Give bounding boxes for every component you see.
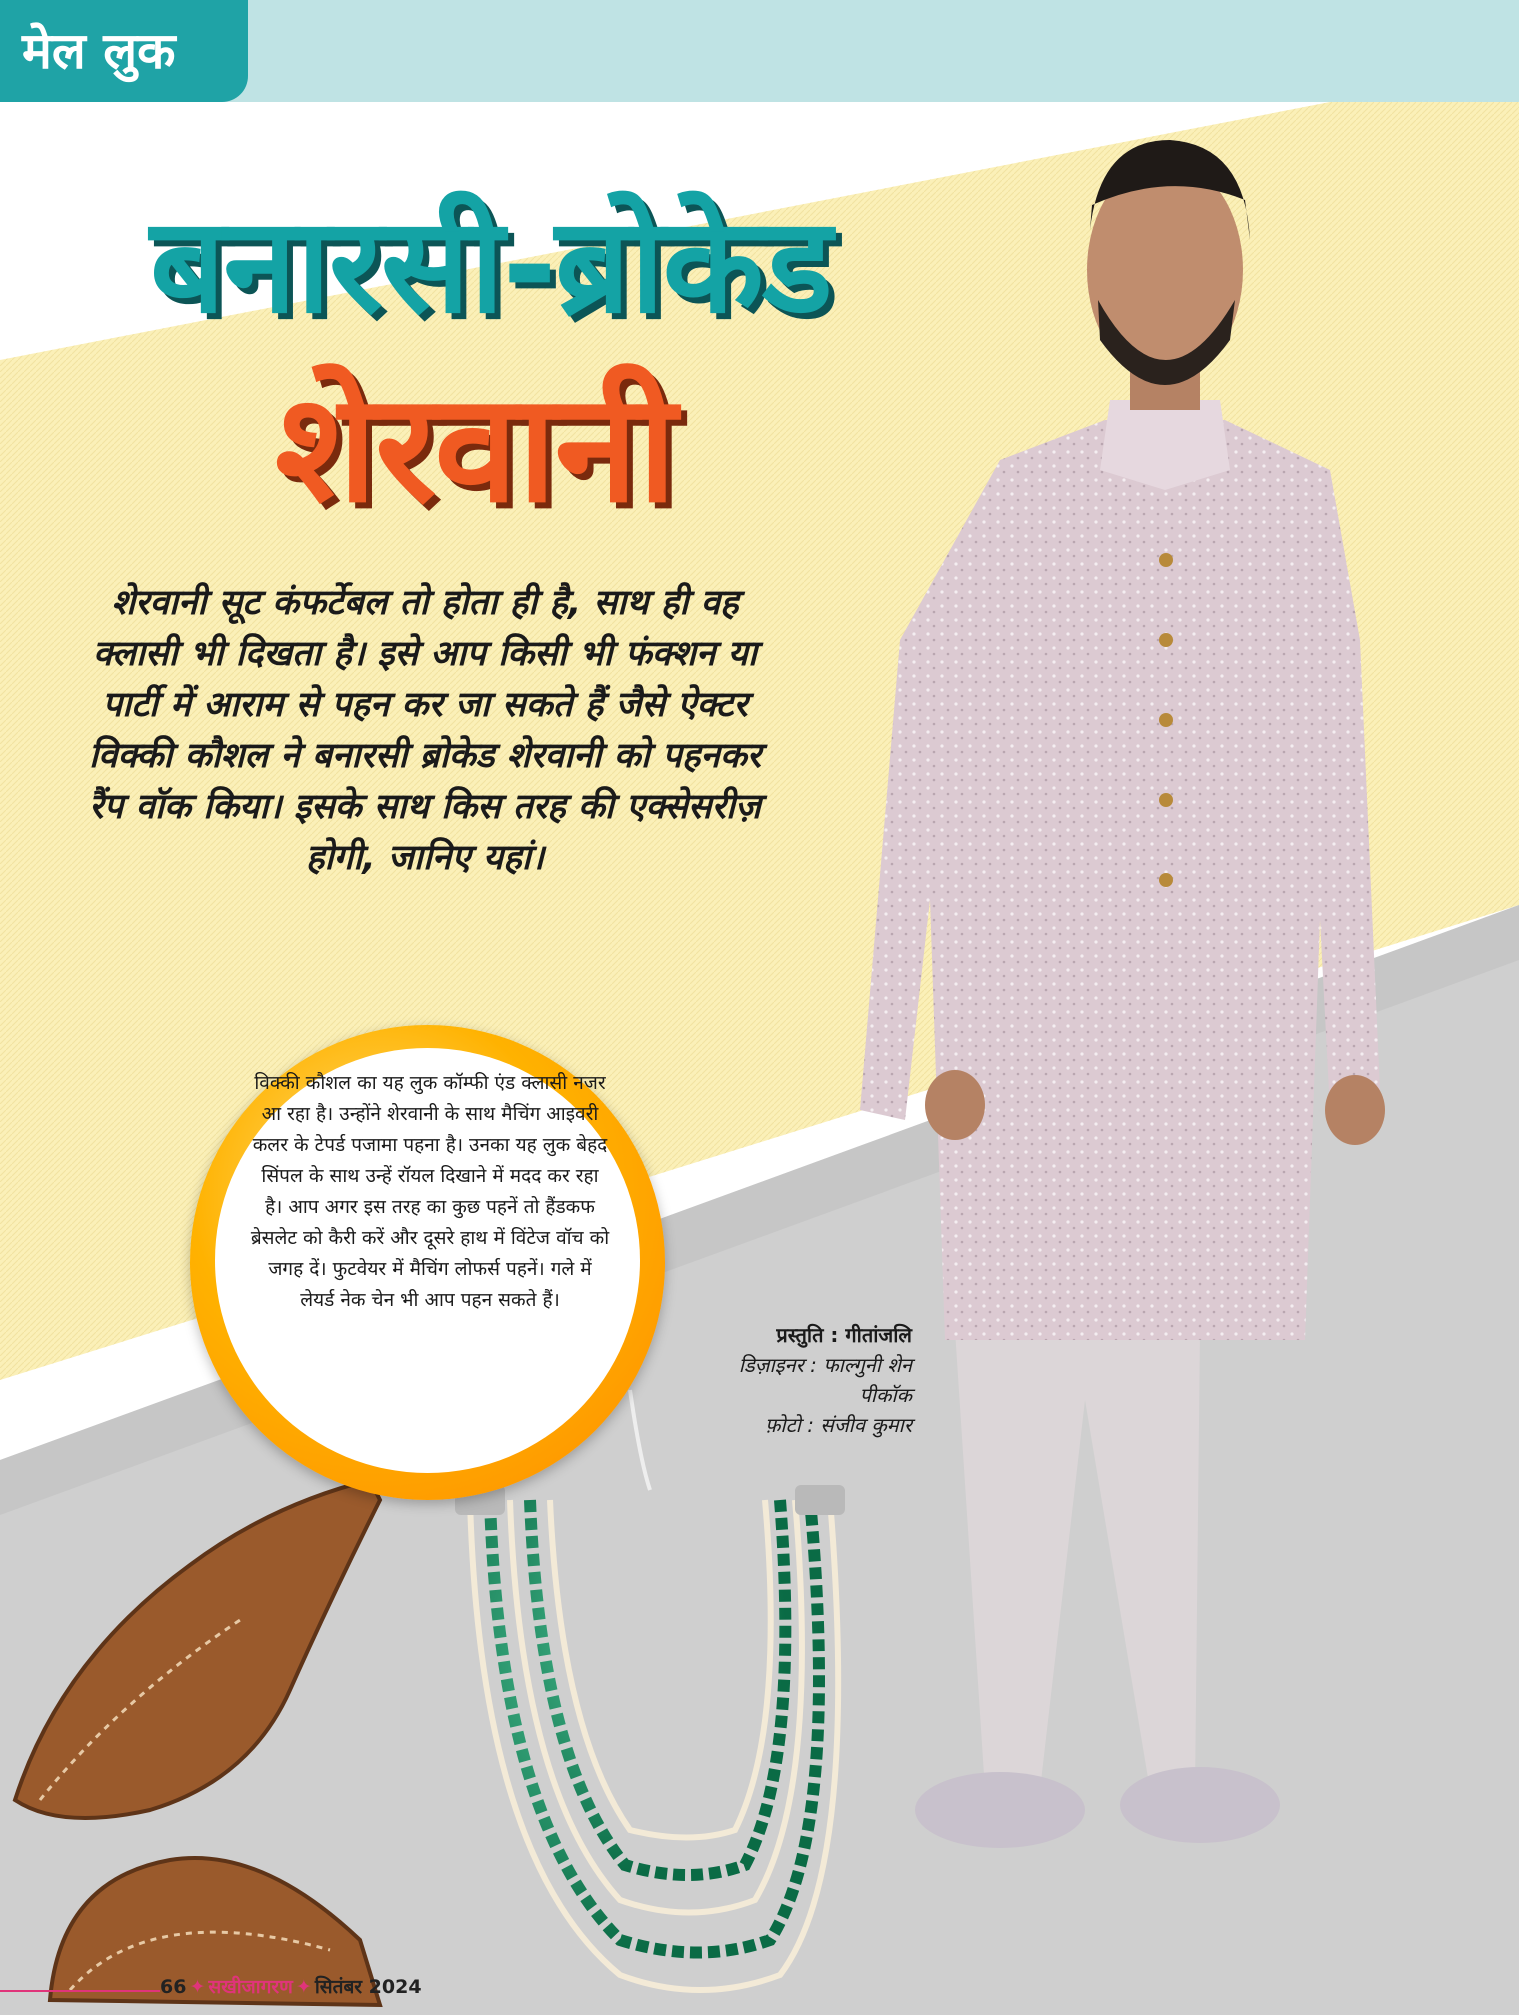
callout-text: विक्की कौशल का यह लुक कॉम्फी एंड क्लासी नजर आ रहा है। उन्होंने शेरवानी के साथ मैचिंग आइवरी कलर के टेपर्ड पजामा पहना है। उनका यह लुक बेहद सिंपल के साथ उन्हें रॉयल दिखाने में मदद कर रहा है। आप अगर इस तरह का कुछ पहनें तो हैंडकफ ब्रेसलेट को कैरी करें और दूसरे हाथ में विंटेज वॉच को जगह दें। फुटवेयर में मैचिंग लोफर्स पहनें। गले में लेयर्ड नेक चेन भी आप पहन सकते हैं।: [250, 1072, 610, 1311]
intro-paragraph: शेरवानी सूट कंफर्टेबल तो होता ही है, साथ ही वह क्लासी भी दिखता है। इसे आप किसी भी फंक्शन या पार्टी में आराम से पहन कर जा सकते हैं जैसे ऐक्टर विक्की कौशल ने बनारसी ब्रोकेड शेरवानी को पहनकर रैंप वॉक किया। इसके साथ किस तरह की एक्सेसरीज़ होगी, जानिए यहां।: [88, 583, 762, 878]
page-number: 66: [160, 1976, 187, 1998]
title-line-1: बनारसी-ब्रोकेड: [150, 189, 831, 343]
footer-rule: [0, 1990, 160, 1992]
credit-presented: प्रस्तुति : गीतांजलि: [776, 1323, 912, 1347]
issue-date: सितंबर 2024: [314, 1976, 422, 1998]
star-icon: ✦: [295, 1976, 312, 1998]
title-line-2: शेरवानी: [275, 362, 675, 536]
magazine-brand: सखीजागरण: [208, 1976, 293, 1998]
star-icon: ✦: [189, 1976, 206, 1998]
credit-photo: फ़ोटो : संजीव कुमार: [764, 1413, 912, 1437]
section-label: मेल लुक: [0, 0, 248, 102]
credit-designer: डिज़ाइनर : फाल्गुनी शेन पीकॉक: [738, 1353, 912, 1407]
page-footer: [160, 1973, 422, 1999]
credits: [690, 1320, 912, 1440]
